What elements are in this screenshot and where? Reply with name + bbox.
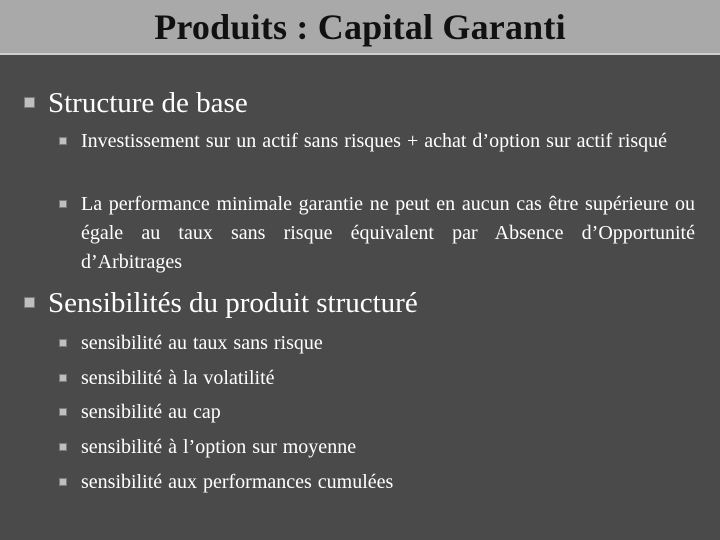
- square-bullet-icon: [59, 478, 67, 486]
- list-item-text: sensibilité au cap: [81, 401, 221, 423]
- list-item: [59, 398, 695, 427]
- square-bullet-icon: [59, 408, 67, 416]
- list-item: [59, 127, 695, 156]
- square-bullet-icon: [24, 97, 35, 108]
- square-bullet-icon: [59, 200, 67, 208]
- square-bullet-icon: [59, 339, 67, 347]
- list-item-text: sensibilité à l’option sur moyenne: [81, 436, 357, 458]
- list-item: [59, 468, 695, 497]
- list-item: [59, 329, 695, 358]
- list-item: [59, 190, 695, 277]
- square-bullet-icon: [59, 374, 67, 382]
- list-item-text: sensibilité au taux sans risque: [81, 332, 323, 354]
- list-item-text: sensibilité aux performances cumulées: [81, 471, 394, 493]
- list-item-text: Investissement sur un actif sans risques + achat d’option sur actif risqué: [81, 130, 668, 152]
- list-item: [59, 364, 695, 393]
- square-bullet-icon: [59, 137, 67, 145]
- slide-title: Produits : Capital Garanti: [154, 6, 566, 47]
- square-bullet-icon: [24, 297, 35, 308]
- list-item-text: sensibilité à la volatilité: [81, 367, 275, 389]
- section-heading-label: Sensibilités du produit structuré: [48, 287, 418, 319]
- square-bullet-icon: [59, 443, 67, 451]
- list-item: [59, 433, 695, 462]
- section-heading-label: Structure de base: [48, 87, 248, 119]
- list-item-text: La performance minimale garantie ne peut en aucun cas être supérieure ou égale au taux sans risque équivalent par Absence d’Opportunité d’Arbitrages: [81, 193, 695, 273]
